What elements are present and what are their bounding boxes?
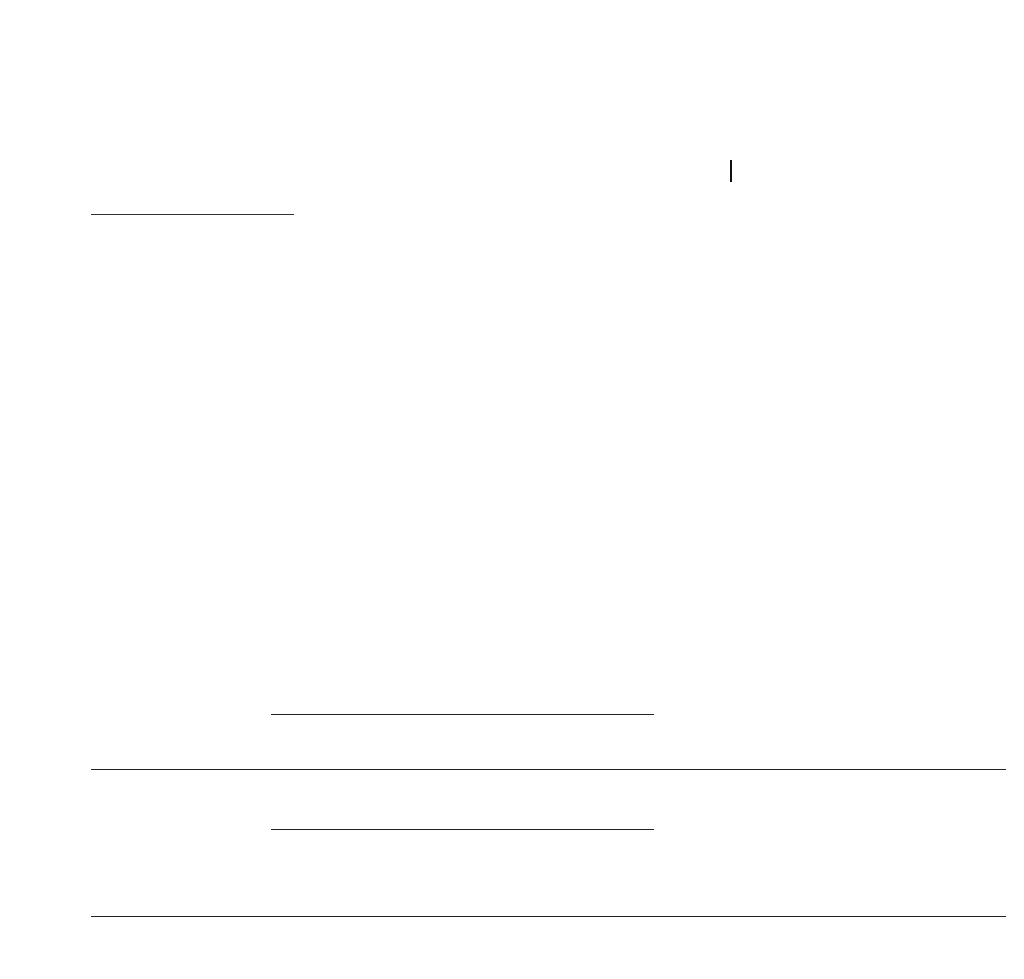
coordinate-grid[interactable] xyxy=(0,225,1024,655)
text-cursor xyxy=(730,160,732,182)
shift-blank[interactable] xyxy=(271,829,654,830)
answer-blank-top[interactable] xyxy=(91,214,294,215)
parent-label[interactable] xyxy=(727,160,732,185)
amplitude-description-blank[interactable] xyxy=(91,769,1006,770)
amplitude-blank[interactable] xyxy=(271,714,654,715)
shift-description-blank[interactable] xyxy=(91,916,1006,917)
